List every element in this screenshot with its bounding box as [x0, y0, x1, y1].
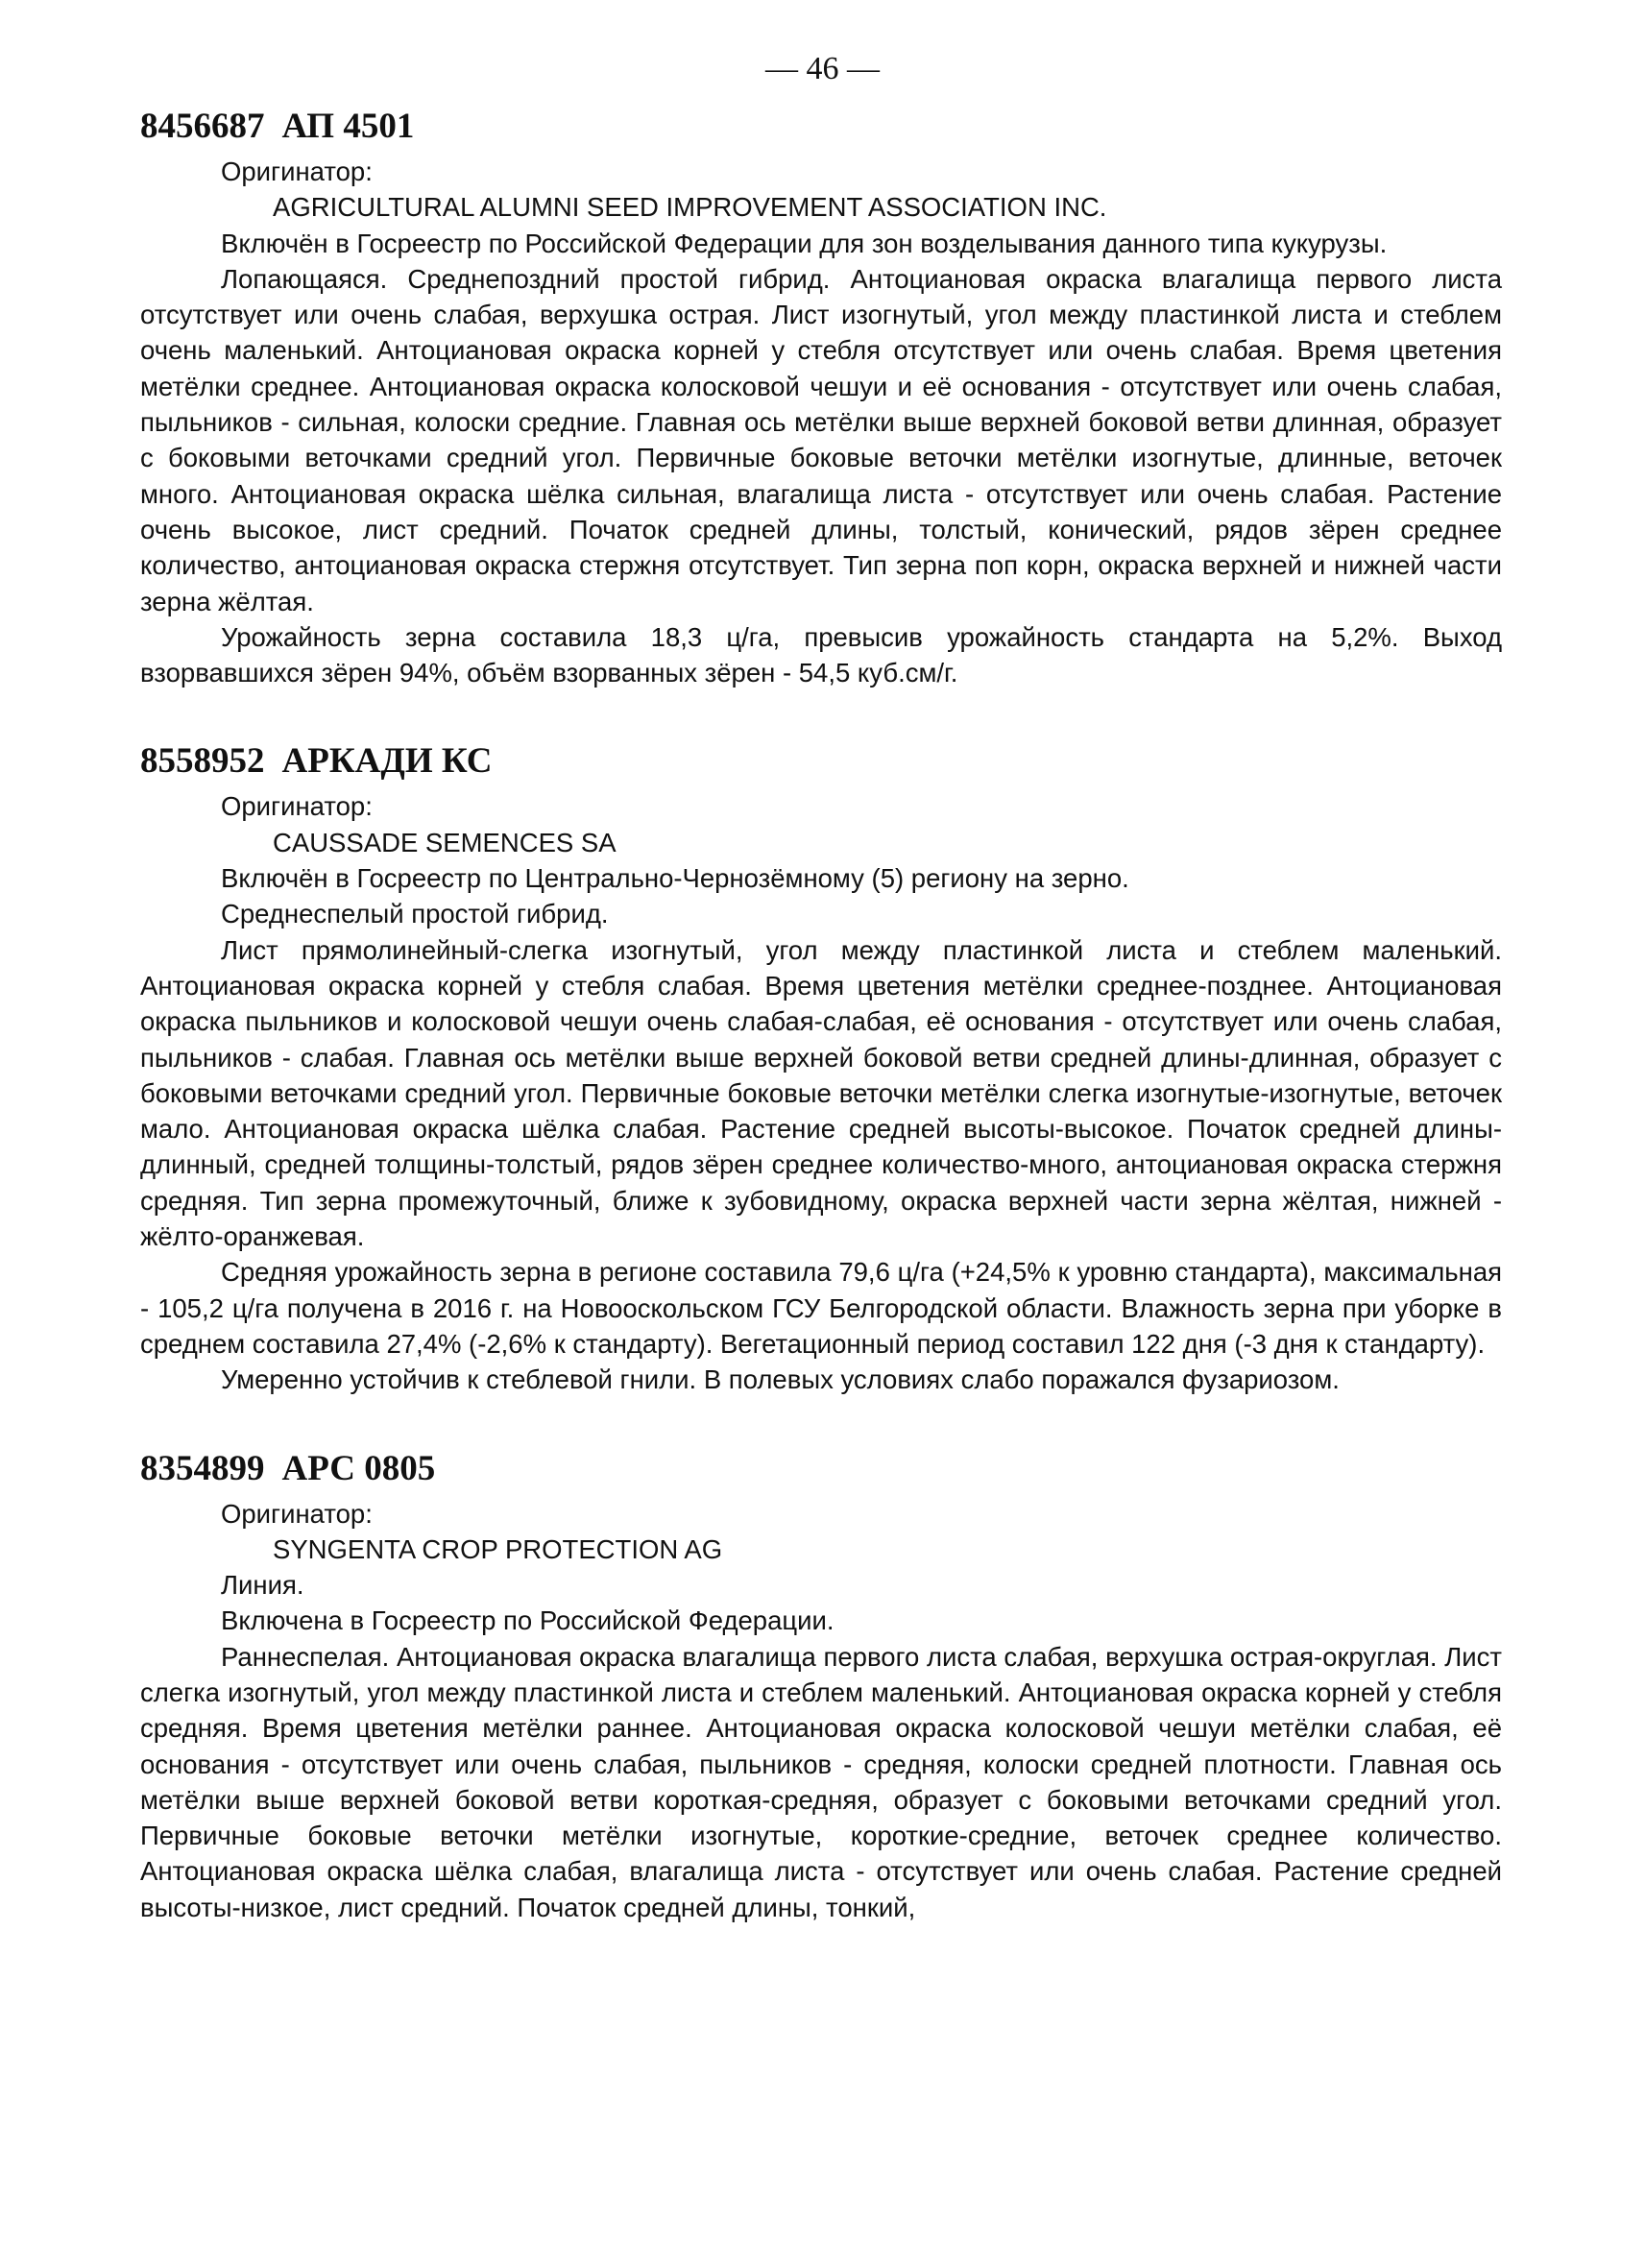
variety-entry [140, 740, 1502, 1397]
entry-paragraph: Включён в Госреестр по Центрально-Чернозёмному (5) региону на зерно. [221, 863, 1129, 894]
entry-heading [140, 106, 1502, 148]
page-number: — 46 — [765, 51, 880, 86]
entry-number: 8354899 [140, 1448, 265, 1488]
entry-name: АРКАДИ КС [281, 741, 493, 782]
originator-label: Оригинатор: [221, 791, 373, 822]
entry-name: АП 4501 [281, 107, 415, 146]
entry-paragraph: Включён в Госреестр по Российской Федерации для зон возделывания данного типа кукурузы. [221, 228, 1388, 258]
entry-number: 8558952 [140, 741, 265, 782]
entry-paragraph: Средняя урожайность зерна в регионе составила 79,6 ц/га (+24,5% к уровню стандарта), максимальная - 105,2 ц/га получена в 2016 г. на Новооскольском ГСУ Белгородской области. Влажность зерна при уборке в среднем составила 27,4% (-2,6% к стандарту). Вегетационный период составил 122 дня (-3 дня к стандарту). [140, 1257, 1502, 1359]
entry-name: АРС 0805 [281, 1448, 436, 1488]
entry-paragraph: Лист прямолинейный-слегка изогнутый, угол между пластинкой листа и стеблем маленький. Антоциановая окраска корней у стебля слабая. Время цветения метёлки среднее-позднее. Антоциановая окраска пыльников и колосковой чешуи очень слабая-слабая, её основания - отсутствует или очень слабая, пыльников - слабая. Главная ось метёлки выше верхней боковой ветви средней длины-длинная, образует с боковыми веточками средний угол. Первичные боковые веточки метёлки слегка изогнутые-изогнутые, веточек мало. Антоциановая окраска шёлка слабая. Растение средней высоты-высокое. Початок средней длины-длинный, средней толщины-толстый, рядов зёрен среднее количество-много, антоциановая окраска стержня средняя. Тип зерна промежуточный, ближе к зубовидному, окраска верхней части зерна жёлтая, нижней - жёлто-оранжевая. [140, 934, 1502, 1252]
entry-paragraph: Включена в Госреестр по Российской Федерации. [221, 1605, 835, 1636]
entry-paragraph: Линия. [221, 1570, 304, 1601]
originator-name: AGRICULTURAL ALUMNI SEED IMPROVEMENT ASSOCIATION INC. [273, 192, 1107, 223]
page-content [140, 106, 1502, 1975]
entry-paragraph: Умеренно устойчив к стеблевой гнили. В полевых условиях слабо поражался фузариозом. [221, 1364, 1340, 1395]
originator-name: SYNGENTA CROP PROTECTION AG [273, 1533, 723, 1564]
entry-paragraph: Урожайность зерна составила 18,3 ц/га, превысив урожайность стандарта на 5,2%. Выход взорвавшихся зёрен 94%, объём взорванных зёрен - 54,5 куб.см/г. [140, 621, 1502, 688]
originator-label: Оригинатор: [221, 1498, 373, 1529]
originator-label: Оригинатор: [221, 157, 373, 186]
entry-heading [140, 740, 1502, 783]
entry-paragraph: Лопающаяся. Среднепоздний простой гибрид. Антоциановая окраска влагалища первого листа отсутствует или очень слабая, верхушка острая. Лист изогнутый, угол между пластинкой листа и стеблем очень маленький. Антоциановая окраска корней у стебля отсутствует или очень слабая. Время цветения метёлки среднее. Антоциановая окраска колосковой чешуи и её основания - отсутствует или очень слабая, пыльников - сильная, колоски средние. Главная ось метёлки выше верхней боковой ветви длинная, образует с боковыми веточками средний угол. Первичные боковые веточки метёлки изогнутые, длинные, веточек много. Антоциановая окраска шёлка сильная, влагалища листа - отсутствует или очень слабая. Растение очень высокое, лист средний. Початок средней длины, толстый, конический, рядов зёрен среднее количество, антоциановая окраска стержня отсутствует. Тип зерна поп корн, окраска верхней и нижней части зерна жёлтая. [140, 263, 1502, 616]
variety-entry [140, 106, 1502, 690]
variety-entry [140, 1448, 1502, 1926]
originator-name: CAUSSADE SEMENCES SA [273, 827, 617, 857]
entry-heading [140, 1448, 1502, 1490]
entry-paragraph: Среднеспелый простой гибрид. [221, 899, 609, 929]
entry-number: 8456687 [140, 107, 265, 146]
entry-paragraph: Раннеспелая. Антоциановая окраска влагалища первого листа слабая, верхушка острая-округлая. Лист слегка изогнутый, угол между пластинкой листа и стеблем маленький. Антоциановая окраска корней у стебля средняя. Время цветения метёлки раннее. Антоциановая окраска колосковой чешуи метёлки слабая, её основания - отсутствует или очень слабая, пыльников - средняя, колоски средней плотности. Главная ось метёлки выше верхней боковой ветви короткая-средняя, образует с боковыми веточками средний угол. Первичные боковые веточки метёлки изогнутые, короткие-средние, веточек среднее количество. Антоциановая окраска шёлка слабая, влагалища листа - отсутствует или очень слабая. Растение средней высоты-низкое, лист средний. Початок средней длины, тонкий, [140, 1641, 1502, 1922]
